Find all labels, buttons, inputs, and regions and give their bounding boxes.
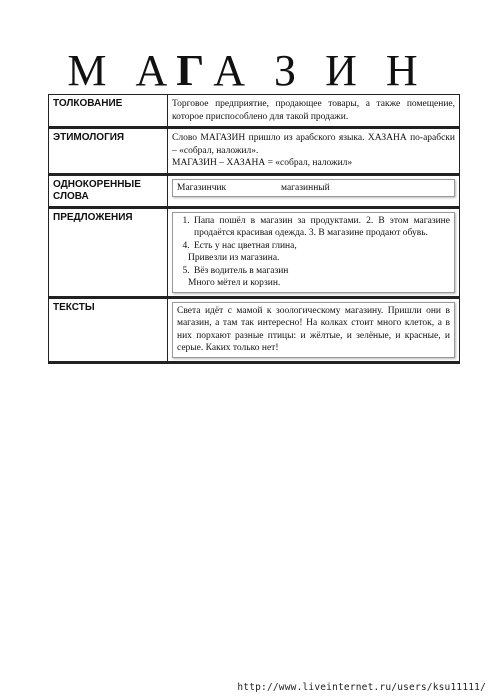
row-interpretation <box>49 95 460 128</box>
etymology-formula: МАГАЗИН – ХАЗАНА = «собрал, наложил» <box>172 158 353 168</box>
sentences-list <box>177 265 450 278</box>
row-content <box>168 128 460 175</box>
row-content <box>168 95 460 128</box>
row-content <box>168 297 460 362</box>
row-heading: ПРЕДЛОЖЕНИЯ <box>49 207 168 297</box>
row-sentences <box>49 207 460 297</box>
row-heading: ТОЛКОВАНИЕ <box>49 95 168 128</box>
sentences-box <box>172 212 455 293</box>
related-word: Магазинчик <box>177 182 227 193</box>
title-part-2: А З И Н <box>213 46 427 95</box>
title-part-1: М А <box>67 46 177 95</box>
texts-paragraph: Света идёт с мамой к зоологическому магазину. Пришли они в магазин, а там так интересно! На колках стоит много клеток, а в них порхают разные птицы: и жёлтые, и зелёные, и красные, и серые. Каких только нет! <box>172 302 455 358</box>
row-heading: ОДНОКОРЕННЫЕ СЛОВА <box>49 174 168 207</box>
row-related-words <box>49 174 460 207</box>
list-item: 1. Папа пошёл в магазин за продуктами. 2. В этом магазине продаётся красивая одежда. 3. В магазине продают обувь. <box>192 215 450 240</box>
row-texts <box>49 297 460 362</box>
interpretation-text: Торговое предприятие, продающее товары, а также помещение, которое приспособлено для такой продажи. <box>172 99 455 122</box>
list-item: 5. Вёз водитель в магазин <box>192 265 450 278</box>
list-item-continuation: Много мётел и корзин. <box>188 278 281 288</box>
page-title <box>0 46 494 96</box>
sentences-list <box>177 215 450 253</box>
related-word: магазинный <box>281 182 330 193</box>
watermark-url: http://www.liveinternet.ru/users/ksu11111/ <box>237 682 486 693</box>
row-etymology <box>49 128 460 175</box>
row-content <box>168 207 460 297</box>
list-item: 4. Есть у нас цветная глина, <box>192 240 450 253</box>
title-bold-letter: Г <box>176 46 214 95</box>
list-item-continuation: Привезли из магазина. <box>188 253 280 263</box>
related-words-box <box>172 179 455 198</box>
row-heading: ТЕКСТЫ <box>49 297 168 362</box>
etymology-text: Слово МАГАЗИН пришло из арабского языка. ХАЗАНА по-арабски – «собрал, наложил». <box>172 133 455 156</box>
row-content <box>168 174 460 207</box>
row-heading: ЭТИМОЛОГИЯ <box>49 128 168 175</box>
word-card-table <box>48 94 460 364</box>
